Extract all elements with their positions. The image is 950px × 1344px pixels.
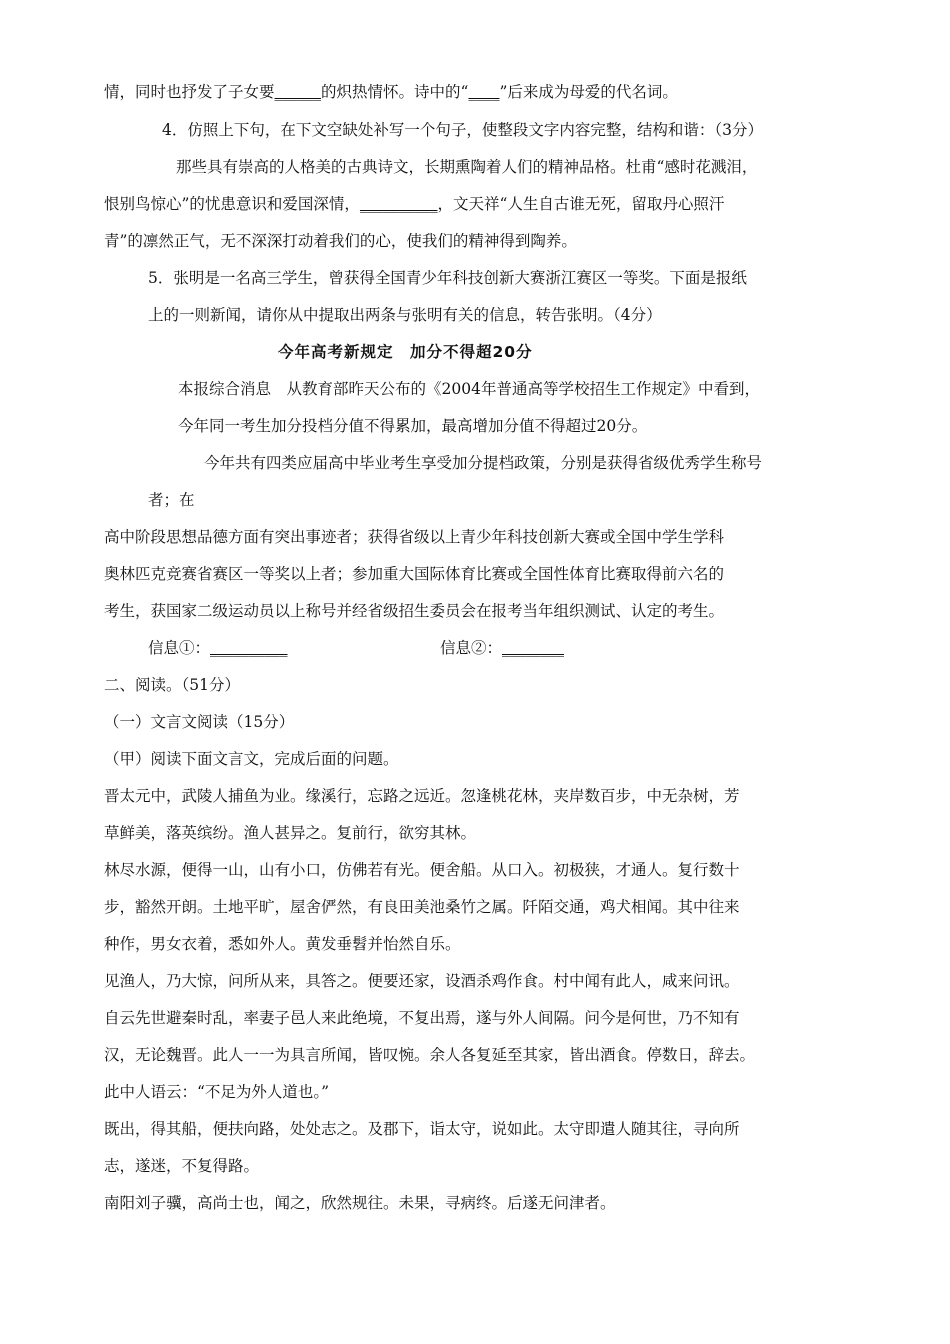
info-2-blank: ________ bbox=[502, 639, 565, 657]
info-1 bbox=[148, 637, 288, 659]
line-continuation bbox=[104, 81, 678, 103]
passage-line: 此中人语云：“不足为外人道也。” bbox=[104, 1083, 330, 1101]
passage-line: 既出，得其船，便扶向路，处处志之。及郡下，诣太守，说如此。太守即遣人随其往，寻向所 bbox=[104, 1120, 740, 1138]
info-1-label: 信息①： bbox=[148, 639, 211, 657]
passage-line: 林尽水源，便得一山，山有小口，仿佛若有光。便舍船。从口入。初极狭，才通人。复行数十 bbox=[104, 861, 740, 879]
info-1-blank: __________ bbox=[210, 639, 288, 657]
text: ”后来成为母爱的代名词。 bbox=[499, 83, 678, 101]
news-line: 奥林匹克竞赛省赛区一等奖以上者；参加重大国际体育比赛或全国性体育比赛取得前六名的 bbox=[104, 565, 725, 583]
section-2-heading: 二、阅读。（51分） bbox=[104, 676, 240, 694]
news-line: 今年共有四类应届高中毕业考生享受加分提档政策，分别是获得省级优秀学生称号 bbox=[204, 454, 763, 472]
blank-1: ______ bbox=[274, 83, 322, 101]
news-title: 今年高考新规定 加分不得超20分 bbox=[278, 343, 533, 361]
question-5-cont: 上的一则新闻，请你从中提取出两条与张明有关的信息，转告张明。（4分） bbox=[148, 306, 662, 324]
passage-line: 晋太元中，武陵人捕鱼为业。缘溪行，忘路之远近。忽逢桃花林，夹岸数百步，中无杂树，芳 bbox=[104, 787, 740, 805]
passage-instruction: （甲）阅读下面文言文，完成后面的问题。 bbox=[104, 750, 399, 768]
text: 的炽热情怀。诗中的“ bbox=[321, 83, 469, 101]
passage-line: 自云先世避秦时乱，率妻子邑人来此绝境，不复出焉，遂与外人间隔。问今是何世，乃不知有 bbox=[104, 1009, 740, 1027]
text: ，文天祥“人生自古谁无死，留取丹心照汗 bbox=[437, 195, 725, 213]
q4-paragraph-line: 青”的凛然正气，无不深深打动着我们的心，使我们的精神得到陶养。 bbox=[104, 232, 577, 250]
news-line: 者；在 bbox=[148, 491, 195, 509]
passage-line: 志，遂迷，不复得路。 bbox=[104, 1157, 260, 1175]
question-4: 4．仿照上下句，在下文空缺处补写一个句子，使整段文字内容完整，结构和谐：（3分） bbox=[162, 121, 763, 139]
text: 恨别鸟惊心”的忧患意识和爱国深情， bbox=[104, 195, 360, 213]
passage-line: 种作，男女衣着，悉如外人。黄发垂髫并怡然自乐。 bbox=[104, 935, 461, 953]
blank-2: ____ bbox=[468, 83, 500, 101]
news-line: 今年同一考生加分投档分值不得累加，最高增加分值不得超过20分。 bbox=[178, 417, 648, 435]
text: 情，同时也抒发了子女要 bbox=[104, 83, 275, 101]
passage-line: 南阳刘子骥，高尚士也，闻之，欣然规往。未果，寻病终。后遂无问津者。 bbox=[104, 1194, 616, 1212]
news-line: 本报综合消息 从教育部昨天公布的《2004年普通高等学校招生工作规定》中看到， bbox=[178, 380, 760, 398]
passage-line: 汉，无论魏晋。此人一一为具言所闻，皆叹惋。余人各复延至其家，皆出酒食。停数日，辞去。 bbox=[104, 1046, 756, 1064]
q4-paragraph-line bbox=[104, 193, 724, 215]
info-2 bbox=[440, 637, 564, 659]
subsection-heading: （一）文言文阅读（15分） bbox=[104, 713, 295, 731]
blank-3: __________ bbox=[359, 195, 438, 213]
news-line: 高中阶段思想品德方面有突出事迹者；获得省级以上青少年科技创新大赛或全国中学生学科 bbox=[104, 528, 725, 546]
q4-paragraph-line: 那些具有崇高的人格美的古典诗文，长期熏陶着人们的精神品格。杜甫“感时花溅泪， bbox=[176, 158, 758, 176]
question-5: 5．张明是一名高三学生，曾获得全国青少年科技创新大赛浙江赛区一等奖。下面是报纸 bbox=[148, 269, 747, 287]
news-line: 考生，获国家二级运动员以上称号并经省级招生委员会在报考当年组织测试、认定的考生。 bbox=[104, 602, 725, 620]
passage-line: 步，豁然开朗。土地平旷，屋舍俨然，有良田美池桑竹之属。阡陌交通，鸡犬相闻。其中往来 bbox=[104, 898, 740, 916]
info-2-label: 信息②： bbox=[440, 639, 503, 657]
passage-line: 见渔人，乃大惊，问所从来，具答之。便要还家，设酒杀鸡作食。村中闻有此人，咸来问讯。 bbox=[104, 972, 740, 990]
passage-line: 草鲜美，落英缤纷。渔人甚异之。复前行，欲穷其林。 bbox=[104, 824, 477, 842]
